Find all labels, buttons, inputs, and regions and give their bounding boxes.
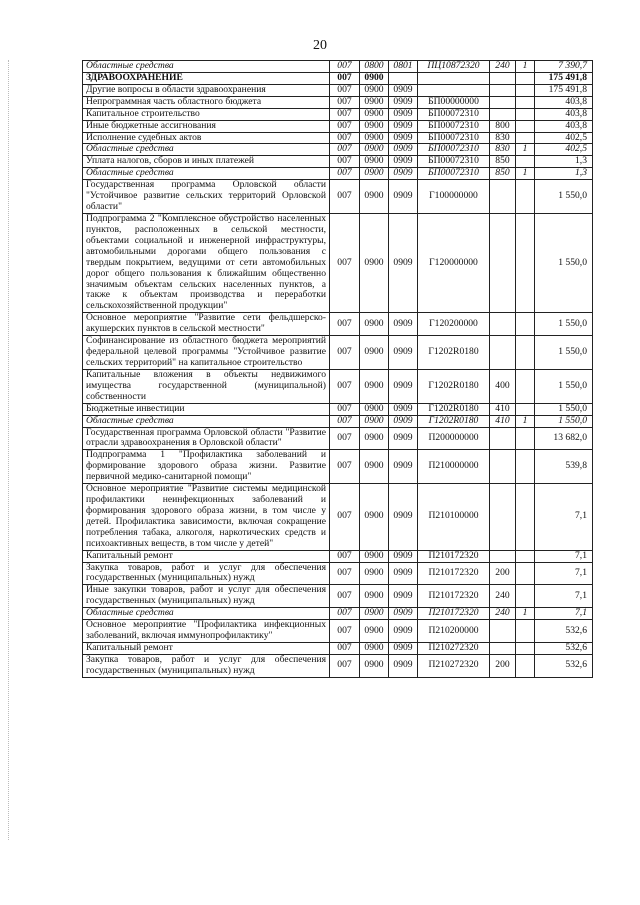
section-code-cell: 0900 [360,168,389,180]
table-row [83,550,593,562]
section-code-cell: 0900 [360,608,389,620]
table-row [83,620,593,643]
subsection-code-cell: 0909 [389,96,418,108]
subsection-code-cell: 0909 [389,84,418,96]
target-article-code-cell: Г120200000 [418,313,490,336]
ministry-code-cell: 007 [330,484,360,551]
expense-type-code-cell: 800 [490,120,516,132]
target-article-code-cell: П210272320 [418,654,490,677]
amount-cell: 7,1 [535,562,593,585]
target-article-code-cell: П210200000 [418,620,490,643]
table-row [83,108,593,120]
ministry-code-cell: 007 [330,654,360,677]
section-code-cell: 0900 [360,180,389,214]
source-code-cell: 1 [516,168,535,180]
section-code-cell: 0900 [360,84,389,96]
subsection-code-cell: 0909 [389,643,418,655]
row-name-cell: Областные средства [83,608,330,620]
table-row [83,180,593,214]
source-code-cell [516,120,535,132]
ministry-code-cell: 007 [330,72,360,84]
table-row [83,403,593,415]
row-name-cell: Закупка товаров, работ и услуг для обеспечения государственных (муниципальных) нужд [83,654,330,677]
amount-cell: 402,5 [535,144,593,156]
ministry-code-cell: 007 [330,415,360,427]
amount-cell: 175 491,8 [535,72,593,84]
source-code-cell: 1 [516,608,535,620]
table-row [83,168,593,180]
amount-cell: 7,1 [535,608,593,620]
row-name-cell: Капитальный ремонт [83,643,330,655]
table-row [83,120,593,132]
amount-cell: 403,8 [535,120,593,132]
row-name-cell: Государственная программа Орловской области "Развитие отрасли здравоохранения в Орловской области" [83,427,330,450]
subsection-code-cell: 0909 [389,156,418,168]
section-code-cell: 0900 [360,415,389,427]
subsection-code-cell: 0909 [389,585,418,608]
source-code-cell: 1 [516,61,535,73]
amount-cell: 532,6 [535,654,593,677]
target-article-code-cell: БП00072310 [418,120,490,132]
amount-cell: 402,5 [535,132,593,144]
expense-type-code-cell: 850 [490,156,516,168]
expense-type-code-cell: 240 [490,61,516,73]
row-name-cell: Исполнение судебных актов [83,132,330,144]
ministry-code-cell: 007 [330,620,360,643]
amount-cell: 175 491,8 [535,84,593,96]
amount-cell: 1 550,0 [535,180,593,214]
expense-type-code-cell [490,313,516,336]
source-code-cell [516,369,535,403]
ministry-code-cell: 007 [330,608,360,620]
source-code-cell [516,180,535,214]
amount-cell: 1 550,0 [535,415,593,427]
section-code-cell: 0900 [360,550,389,562]
section-code-cell: 0900 [360,96,389,108]
expense-type-code-cell: 830 [490,144,516,156]
source-code-cell [516,72,535,84]
target-article-code-cell: Г1202R0180 [418,415,490,427]
source-code-cell [516,403,535,415]
ministry-code-cell: 007 [330,450,360,484]
row-name-cell: Бюджетные инвестиции [83,403,330,415]
expense-type-code-cell: 410 [490,415,516,427]
subsection-code-cell [389,72,418,84]
ministry-code-cell: 007 [330,336,360,370]
table-row [83,415,593,427]
row-name-cell: Уплата налогов, сборов и иных платежей [83,156,330,168]
ministry-code-cell: 007 [330,61,360,73]
table-row [83,608,593,620]
expense-type-code-cell [490,213,516,312]
row-name-cell: ЗДРАВООХРАНЕНИЕ [83,72,330,84]
ministry-code-cell: 007 [330,403,360,415]
source-code-cell [516,427,535,450]
ministry-code-cell: 007 [330,427,360,450]
source-code-cell: 1 [516,144,535,156]
section-code-cell: 0900 [360,72,389,84]
section-code-cell: 0900 [360,336,389,370]
amount-cell: 7,1 [535,484,593,551]
section-code-cell: 0900 [360,403,389,415]
row-name-cell: Областные средства [83,61,330,73]
source-code-cell [516,313,535,336]
target-article-code-cell: П210172320 [418,608,490,620]
ministry-code-cell: 007 [330,108,360,120]
source-code-cell [516,585,535,608]
ministry-code-cell: 007 [330,550,360,562]
section-code-cell: 0900 [360,427,389,450]
target-article-code-cell [418,72,490,84]
source-code-cell [516,108,535,120]
row-name-cell: Основное мероприятие "Профилактика инфекционных заболеваний, включая иммунопрофилактику" [83,620,330,643]
source-code-cell [516,336,535,370]
subsection-code-cell: 0909 [389,550,418,562]
expense-type-code-cell [490,484,516,551]
ministry-code-cell: 007 [330,156,360,168]
subsection-code-cell: 0909 [389,313,418,336]
expense-type-code-cell [490,108,516,120]
target-article-code-cell: Г100000000 [418,180,490,214]
expense-type-code-cell: 240 [490,608,516,620]
subsection-code-cell: 0909 [389,562,418,585]
ministry-code-cell: 007 [330,369,360,403]
table-row [83,643,593,655]
table-row [83,562,593,585]
subsection-code-cell: 0909 [389,369,418,403]
source-code-cell [516,562,535,585]
amount-cell: 1 550,0 [535,313,593,336]
row-name-cell: Подпрограмма 1 "Профилактика заболеваний и формирование здорового образа жизни. Развитие первичной медико-санитарной помощи" [83,450,330,484]
amount-cell: 7 390,7 [535,61,593,73]
row-name-cell: Основное мероприятие "Развитие системы медицинской профилактики неинфекционных заболеваний и формирования здорового образа жизни, в том числе у детей. Профилактика зависимости, включая сокращение потребления табака, алкоголя, наркотических средств и психоактивных веществ, в том числе у детей" [83,484,330,551]
row-name-cell: Капитальный ремонт [83,550,330,562]
section-code-cell: 0900 [360,156,389,168]
section-code-cell: 0900 [360,132,389,144]
expense-type-code-cell [490,450,516,484]
section-code-cell: 0900 [360,484,389,551]
amount-cell: 532,6 [535,620,593,643]
row-name-cell: Иные бюджетные ассигнования [83,120,330,132]
table-row [83,427,593,450]
table-row [83,96,593,108]
amount-cell: 1 550,0 [535,213,593,312]
amount-cell: 7,1 [535,585,593,608]
table-row [83,484,593,551]
ministry-code-cell: 007 [330,168,360,180]
subsection-code-cell: 0909 [389,450,418,484]
source-code-cell [516,550,535,562]
amount-cell: 403,8 [535,108,593,120]
subsection-code-cell: 0909 [389,144,418,156]
expense-type-code-cell [490,427,516,450]
target-article-code-cell: Г120000000 [418,213,490,312]
source-code-cell [516,484,535,551]
source-code-cell [516,96,535,108]
source-code-cell [516,132,535,144]
row-name-cell: Софинансирование из областного бюджета мероприятий федеральной целевой программы "Устойчивое развитие сельских территорий" на капитальное строительство [83,336,330,370]
source-code-cell [516,213,535,312]
table-row [83,654,593,677]
expense-type-code-cell: 240 [490,585,516,608]
table-row [83,72,593,84]
expense-type-code-cell: 200 [490,562,516,585]
section-code-cell: 0900 [360,144,389,156]
row-name-cell: Закупка товаров, работ и услуг для обеспечения государственных (муниципальных) нужд [83,562,330,585]
target-article-code-cell: П210172320 [418,585,490,608]
expense-type-code-cell: 400 [490,369,516,403]
table-row [83,369,593,403]
amount-cell: 13 682,0 [535,427,593,450]
subsection-code-cell: 0909 [389,415,418,427]
source-code-cell: 1 [516,415,535,427]
row-name-cell: Капитальные вложения в объекты недвижимого имущества государственной (муниципальной) собственности [83,369,330,403]
target-article-code-cell: Г1202R0180 [418,336,490,370]
source-code-cell [516,156,535,168]
table-row [83,450,593,484]
row-name-cell: Областные средства [83,168,330,180]
subsection-code-cell: 0909 [389,336,418,370]
table-row [83,132,593,144]
row-name-cell: Областные средства [83,144,330,156]
subsection-code-cell: 0909 [389,180,418,214]
table-row [83,156,593,168]
target-article-code-cell: БП00000000 [418,96,490,108]
target-article-code-cell: Г1202R0180 [418,403,490,415]
subsection-code-cell: 0909 [389,108,418,120]
expense-type-code-cell: 410 [490,403,516,415]
amount-cell: 532,6 [535,643,593,655]
expense-type-code-cell [490,336,516,370]
table-row [83,313,593,336]
budget-table [82,60,593,678]
section-code-cell: 0900 [360,654,389,677]
ministry-code-cell: 007 [330,180,360,214]
target-article-code-cell: Г1202R0180 [418,369,490,403]
section-code-cell: 0900 [360,213,389,312]
row-name-cell: Государственная программа Орловской области "Устойчивое развитие сельских территорий Орловской области" [83,180,330,214]
target-article-code-cell [418,84,490,96]
source-code-cell [516,450,535,484]
row-name-cell: Иные закупки товаров, работ и услуг для обеспечения государственных (муниципальных) нужд [83,585,330,608]
table-row [83,61,593,73]
section-code-cell: 0900 [360,562,389,585]
table-row [83,84,593,96]
amount-cell: 1 550,0 [535,369,593,403]
ministry-code-cell: 007 [330,313,360,336]
section-code-cell: 0900 [360,585,389,608]
row-name-cell: Другие вопросы в области здравоохранения [83,84,330,96]
table-row [83,336,593,370]
row-name-cell: Основное мероприятие "Развитие сети фельдшерско-акушерских пунктов в сельской местности" [83,313,330,336]
ministry-code-cell: 007 [330,132,360,144]
amount-cell: 1,3 [535,156,593,168]
section-code-cell: 0900 [360,369,389,403]
target-article-code-cell: БП00072310 [418,132,490,144]
amount-cell: 7,1 [535,550,593,562]
expense-type-code-cell [490,643,516,655]
subsection-code-cell: 0909 [389,608,418,620]
row-name-cell: Подпрограмма 2 "Комплексное обустройство населенных пунктов, расположенных в сельской местности, объектами социальной и инженерной инфраструктуры, автомобильными дорогами общего пользования с твердым покрытием, ведущими от сети автомобильных дорог общего пользования к ближайшим общественно значимым объектам сельских населенных пунктов, а также к объектам производства и переработки сельскохозяйственной продукции" [83,213,330,312]
source-code-cell [516,84,535,96]
table-row [83,144,593,156]
scan-edge-mark [8,60,10,840]
ministry-code-cell: 007 [330,120,360,132]
subsection-code-cell: 0909 [389,132,418,144]
ministry-code-cell: 007 [330,84,360,96]
source-code-cell [516,620,535,643]
budget-table-body [83,61,593,678]
expense-type-code-cell: 830 [490,132,516,144]
row-name-cell: Областные средства [83,415,330,427]
section-code-cell: 0900 [360,108,389,120]
source-code-cell [516,654,535,677]
amount-cell: 1,3 [535,168,593,180]
row-name-cell: Непрограммная часть областного бюджета [83,96,330,108]
section-code-cell: 0800 [360,61,389,73]
target-article-code-cell: БП00072310 [418,108,490,120]
amount-cell: 539,8 [535,450,593,484]
source-code-cell [516,643,535,655]
target-article-code-cell: П210272320 [418,643,490,655]
ministry-code-cell: 007 [330,643,360,655]
subsection-code-cell: 0909 [389,403,418,415]
subsection-code-cell: 0909 [389,620,418,643]
section-code-cell: 0900 [360,643,389,655]
target-article-code-cell: БП00072310 [418,144,490,156]
row-name-cell: Капитальное строительство [83,108,330,120]
expense-type-code-cell [490,84,516,96]
expense-type-code-cell: 200 [490,654,516,677]
subsection-code-cell: 0909 [389,168,418,180]
ministry-code-cell: 007 [330,585,360,608]
target-article-code-cell: П210100000 [418,484,490,551]
expense-type-code-cell [490,96,516,108]
target-article-code-cell: П200000000 [418,427,490,450]
table-row [83,213,593,312]
amount-cell: 1 550,0 [535,403,593,415]
target-article-code-cell: БП00072310 [418,156,490,168]
subsection-code-cell: 0909 [389,120,418,132]
target-article-code-cell: П210172320 [418,550,490,562]
section-code-cell: 0900 [360,313,389,336]
ministry-code-cell: 007 [330,96,360,108]
expense-type-code-cell [490,550,516,562]
subsection-code-cell: 0909 [389,213,418,312]
expense-type-code-cell [490,620,516,643]
ministry-code-cell: 007 [330,144,360,156]
subsection-code-cell: 0909 [389,484,418,551]
expense-type-code-cell: 850 [490,168,516,180]
amount-cell: 1 550,0 [535,336,593,370]
target-article-code-cell: П210172320 [418,562,490,585]
table-row [83,585,593,608]
expense-type-code-cell [490,72,516,84]
amount-cell: 403,8 [535,96,593,108]
subsection-code-cell: 0909 [389,654,418,677]
section-code-cell: 0900 [360,120,389,132]
subsection-code-cell: 0801 [389,61,418,73]
target-article-code-cell: ПЦ10872320 [418,61,490,73]
target-article-code-cell: БП00072310 [418,168,490,180]
expense-type-code-cell [490,180,516,214]
section-code-cell: 0900 [360,450,389,484]
target-article-code-cell: П210000000 [418,450,490,484]
ministry-code-cell: 007 [330,213,360,312]
subsection-code-cell: 0909 [389,427,418,450]
page-number: 20 [313,38,327,53]
section-code-cell: 0900 [360,620,389,643]
ministry-code-cell: 007 [330,562,360,585]
